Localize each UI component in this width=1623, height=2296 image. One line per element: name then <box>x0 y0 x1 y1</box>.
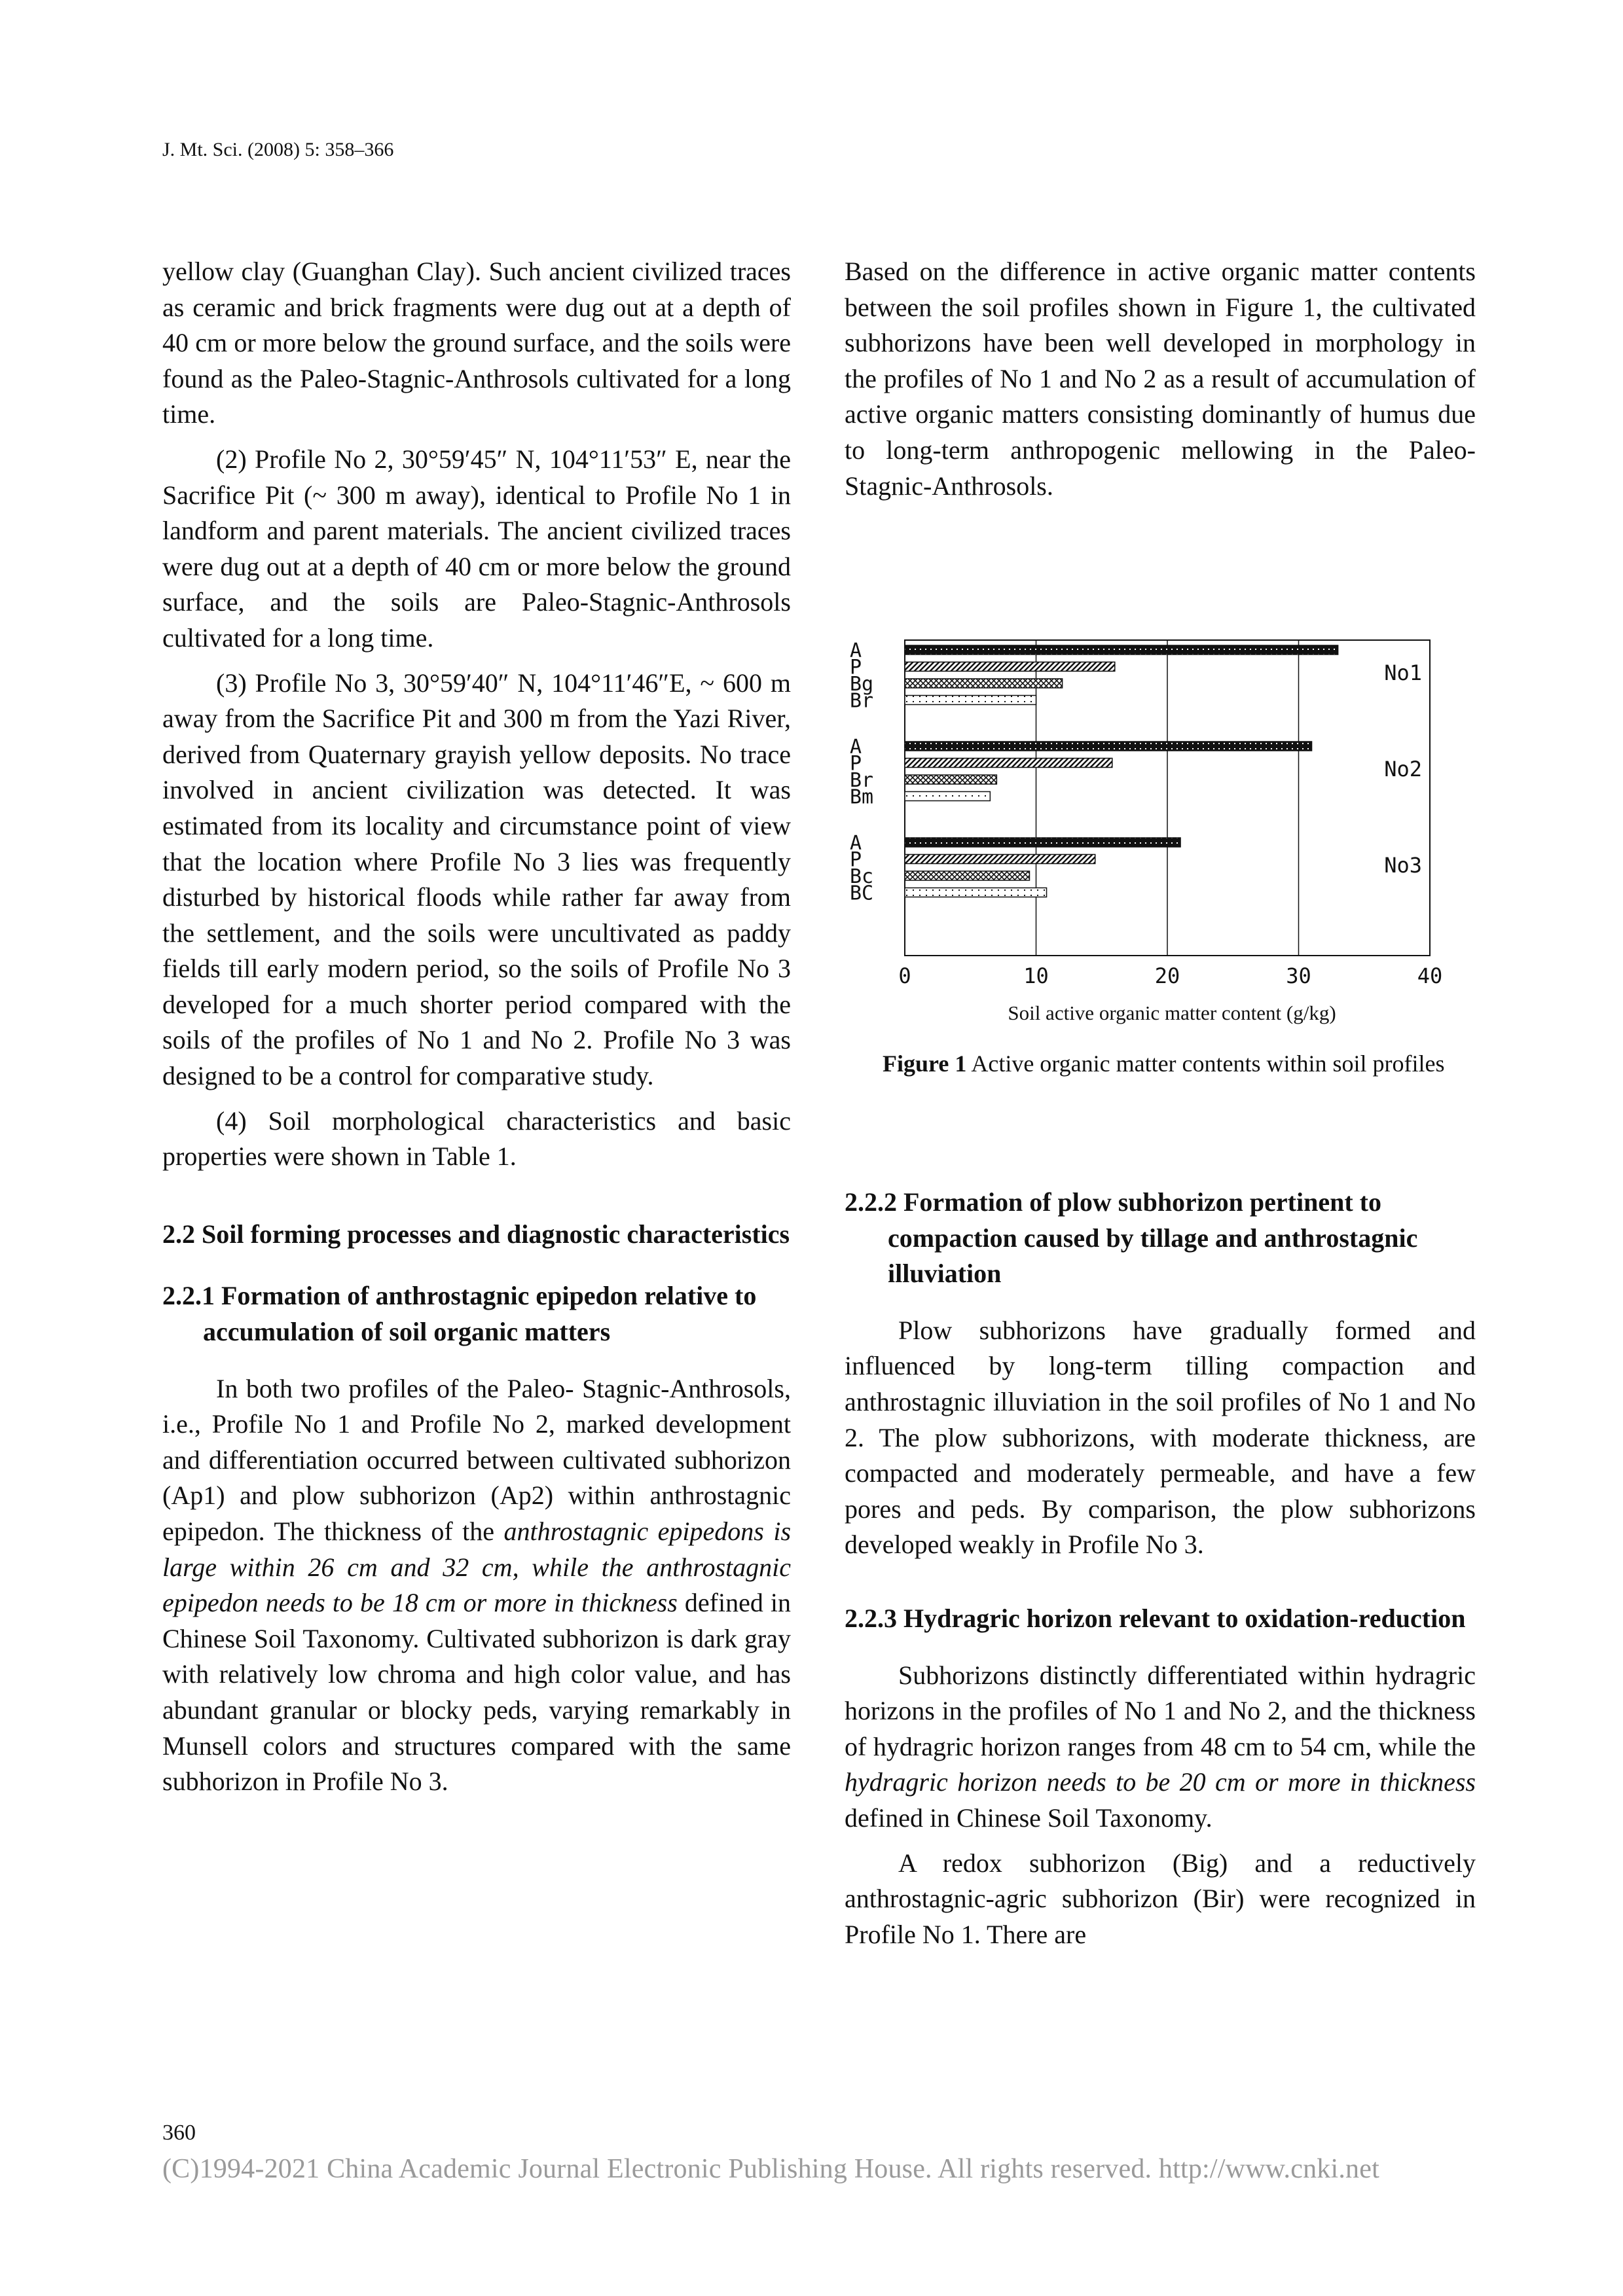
caption-label: Figure 1 <box>883 1050 967 1077</box>
text-run: defined in Chinese Soil Taxonomy. Cultivated subhorizon is dark gray with relatively low chroma and high color value, and has abundant granular or blocky peds, varying remarkably in Munsell colors and structures compared with the same subhorizon in Profile No 3. <box>162 1588 791 1797</box>
group-label: No1 <box>1384 660 1422 685</box>
bar-No3-A <box>905 838 1180 847</box>
bar-No1-A <box>905 645 1338 655</box>
paragraph <box>162 1371 791 1800</box>
text-run: Subhorizons distinctly differentiated within hydragric horizons in the profiles of No 1 and No 2, and the thickness of hydragric horizon ranges from 48 cm to 54 cm, while the <box>845 1660 1476 1761</box>
right-column-lower <box>845 1185 1476 1962</box>
subsection-heading: 2.2.1 Formation of anthrostagnic epipedon relative to accumulation of soil organic matters <box>162 1281 757 1347</box>
text-run: defined in Chinese Soil Taxonomy. <box>845 1803 1213 1833</box>
caption-text: Active organic matter contents within soil profiles <box>966 1050 1445 1077</box>
group-label: No2 <box>1384 757 1422 781</box>
x-axis-label: Soil active organic matter content (g/kg) <box>1008 1001 1336 1024</box>
copyright-footer: (C)1994-2021 China Academic Journal Electronic Publishing House. All rights reserved. http://www.cnki.net <box>162 2154 1379 2184</box>
left-column <box>162 254 791 1809</box>
x-tick-label: 10 <box>1023 963 1049 988</box>
y-category-label: Br <box>850 689 874 713</box>
text-run: In both two profiles of the Paleo- Stagnic-Anthrosols, i.e., Profile No 1 and Profile No 2, marked development and differentiation occurred between cultivated subhorizon (Ap1) and plow subhorizon (Ap2) within anthrostagnic epipedon. The thickness of the <box>162 1373 791 1546</box>
y-category-label: P <box>850 848 862 872</box>
y-category-label: Bg <box>850 673 874 696</box>
bar-chart <box>845 620 1473 1000</box>
bar-No2-A <box>905 742 1312 751</box>
bar-No2-Br <box>905 775 996 784</box>
bar-No3-Bc <box>905 871 1029 880</box>
running-header: J. Mt. Sci. (2008) 5: 358–366 <box>162 139 394 160</box>
y-category-label: A <box>850 736 862 759</box>
y-category-label: Bc <box>850 865 874 888</box>
bar-No3-BC <box>905 888 1047 897</box>
paragraph: (3) Profile No 3, 30°59′40″ N, 104°11′46″E, ~ 600 m away from the Sacrifice Pit and 300 m from the Yazi River, derived from Quaternary grayish yellow deposits. No trace involved in ancient civilization was detected. It was estimated from its locality and circumstance point of view that the location where Profile No 3 lies was frequently disturbed by historical floods while rather far away from the settlement, and the soils were uncultivated as paddy fields till early modern period, so the soils of Profile No 3 developed for a much shorter period compared with the soils of the profiles of No 1 and No 2. Profile No 3 was designed to be a control for comparative study. <box>162 668 791 1091</box>
paragraph: yellow clay (Guanghan Clay). Such ancient civilized traces as ceramic and brick fragments were dug out at a depth of 40 cm or more below the ground surface, and the soils were found as the Paleo-Stagnic-Anthrosols cultivated for a long time. <box>162 257 791 429</box>
x-tick-label: 30 <box>1286 963 1311 988</box>
bar-No3-P <box>905 855 1095 864</box>
subsection-heading: 2.2.3 Hydragric horizon relevant to oxidation-reduction <box>845 1603 1466 1633</box>
paragraph: Plow subhorizons have gradually formed and influenced by long-term tilling compaction and anthrostagnic illuviation in the soil profiles of No 1 and No 2. The plow subhorizons, with moderate thickness, are compacted and moderately permeable, and have a few pores and peds. By comparison, the plow subhorizons developed weakly in Profile No 3. <box>845 1315 1476 1560</box>
x-tick-label: 40 <box>1417 963 1443 988</box>
y-category-label: A <box>850 639 862 662</box>
y-category-label: Bm <box>850 785 874 809</box>
paragraph: Based on the difference in active organic matter contents between the soil profiles shown in Figure 1, the cultivated subhorizons have been well developed in morphology in the profiles of No 1 and No 2 as a result of accumulation of active organic matters consisting dominantly of humus due to long-term anthropogenic mellowing in the Paleo-Stagnic-Anthrosols. <box>845 257 1476 501</box>
bar-No1-Bg <box>905 679 1063 688</box>
italic-text-run: anthrostagnic epipedons is large within 26 cm and 32 cm, while the anthrostagnic epipedon needs to be 18 cm or more in thickness <box>162 1516 792 1618</box>
paragraph <box>845 1658 1476 1837</box>
y-category-label: P <box>850 752 862 776</box>
x-tick-label: 0 <box>898 963 911 988</box>
figure-1-chart <box>845 620 1473 1024</box>
subsection-heading: 2.2.2 Formation of plow subhorizon pertinent to compaction caused by tillage and anthrostagnic illuviation <box>845 1187 1418 1289</box>
y-category-label: BC <box>850 882 874 905</box>
bar-No1-Br <box>905 696 1036 705</box>
right-column <box>845 254 1476 513</box>
group-label: No3 <box>1384 853 1422 878</box>
bar-No2-P <box>905 759 1112 768</box>
x-tick-label: 20 <box>1154 963 1180 988</box>
y-category-label: A <box>850 832 862 855</box>
paragraph: (4) Soil morphological characteristics and basic properties were shown in Table 1. <box>162 1105 791 1172</box>
y-category-label: Br <box>850 769 874 792</box>
paragraph: A redox subhorizon (Big) and a reductively anthrostagnic-agric subhorizon (Bir) were recognized in Profile No 1. There are <box>845 1848 1476 1949</box>
bar-No1-P <box>905 662 1115 672</box>
bar-No2-Bm <box>905 792 990 801</box>
y-category-label: P <box>850 656 862 679</box>
section-heading: 2.2 Soil forming processes and diagnostic characteristics <box>162 1219 790 1249</box>
page-number: 360 <box>162 2121 196 2145</box>
paragraph: (2) Profile No 2, 30°59′45″ N, 104°11′53″ E, near the Sacrifice Pit (~ 300 m away), identical to Profile No 1 in landform and parent materials. The ancient civilized traces were dug out at a depth of 40 cm or more below the ground surface, and the soils are Paleo-Stagnic-Anthrosols cultivated for a long time. <box>162 444 791 653</box>
italic-text-run: hydragric horizon needs to be 20 cm or more in thickness <box>845 1767 1476 1797</box>
figure-caption <box>883 1049 1472 1079</box>
